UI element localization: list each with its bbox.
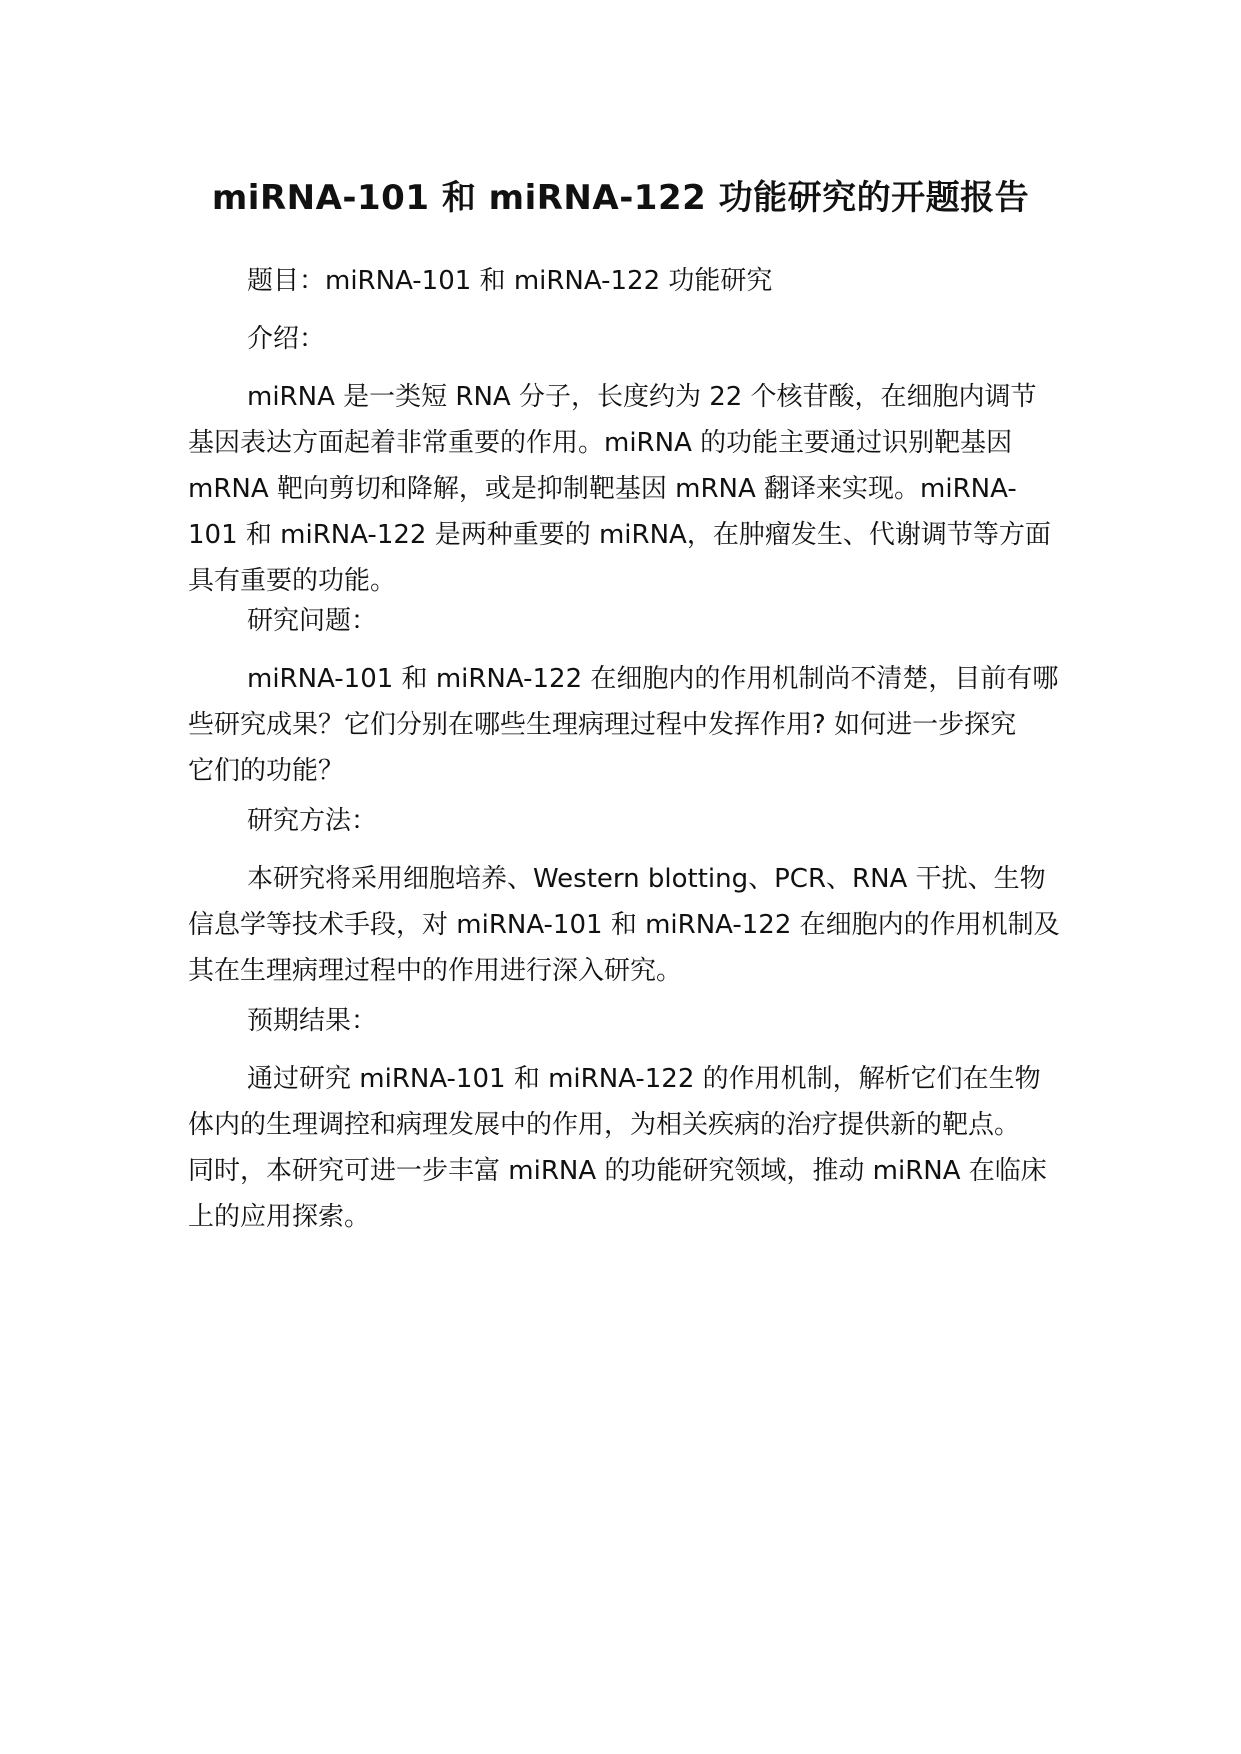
paragraph-line: 101 和 miRNA-122 是两种重要的 miRNA，在肿瘤发生、代谢调节等方面 [188, 520, 1051, 550]
document-title: miRNA-101 和 miRNA-122 功能研究的开题报告 [211, 178, 1030, 218]
paragraph-line: 通过研究 miRNA-101 和 miRNA-122 的作用机制，解析它们在生物 [247, 1064, 1041, 1094]
intro-heading: 介绍： [247, 324, 326, 354]
result-paragraph [188, 1056, 1068, 1240]
paragraph-line: 其在生理病理过程中的作用进行深入研究。 [188, 956, 683, 986]
question-paragraph [188, 656, 1068, 794]
paragraph-line: mRNA 靶向剪切和降解，或是抑制靶基因 mRNA 翻译来实现。miRNA- [188, 474, 1017, 504]
paragraph-line: 信息学等技术手段，对 miRNA-101 和 miRNA-122 在细胞内的作用机制及 [188, 910, 1060, 940]
result-heading: 预期结果： [247, 1006, 378, 1036]
paragraph-line: miRNA 是一类短 RNA 分子，长度约为 22 个核苷酸，在细胞内调节 [247, 382, 1037, 412]
paragraph-line: 基因表达方面起着非常重要的作用。miRNA 的功能主要通过识别靶基因 [188, 428, 1013, 458]
paragraph-line: 些研究成果？它们分别在哪些生理病理过程中发挥作用? 如何进一步探究 [188, 710, 1017, 740]
paragraph-line: 体内的生理调控和病理发展中的作用，为相关疾病的治疗提供新的靶点。 [188, 1110, 1021, 1140]
paragraph-line: 具有重要的功能。 [188, 566, 397, 596]
paragraph-line: miRNA-101 和 miRNA-122 在细胞内的作用机制尚不清楚，目前有哪 [247, 664, 1059, 694]
intro-paragraph [188, 374, 1068, 604]
paragraph-line: 上的应用探索。 [188, 1202, 371, 1232]
paragraph-line: 同时，本研究可进一步丰富 miRNA 的功能研究领域，推动 miRNA 在临床 [188, 1156, 1047, 1186]
method-paragraph [188, 856, 1068, 994]
paragraph-line: 它们的功能？ [188, 756, 345, 786]
topic-line: 题目：miRNA-101 和 miRNA-122 功能研究 [247, 266, 773, 296]
paragraph-line: 本研究将采用细胞培养、Western blotting、PCR、RNA 干扰、生物 [247, 864, 1046, 894]
method-heading: 研究方法： [247, 806, 378, 836]
question-heading: 研究问题： [247, 606, 378, 636]
